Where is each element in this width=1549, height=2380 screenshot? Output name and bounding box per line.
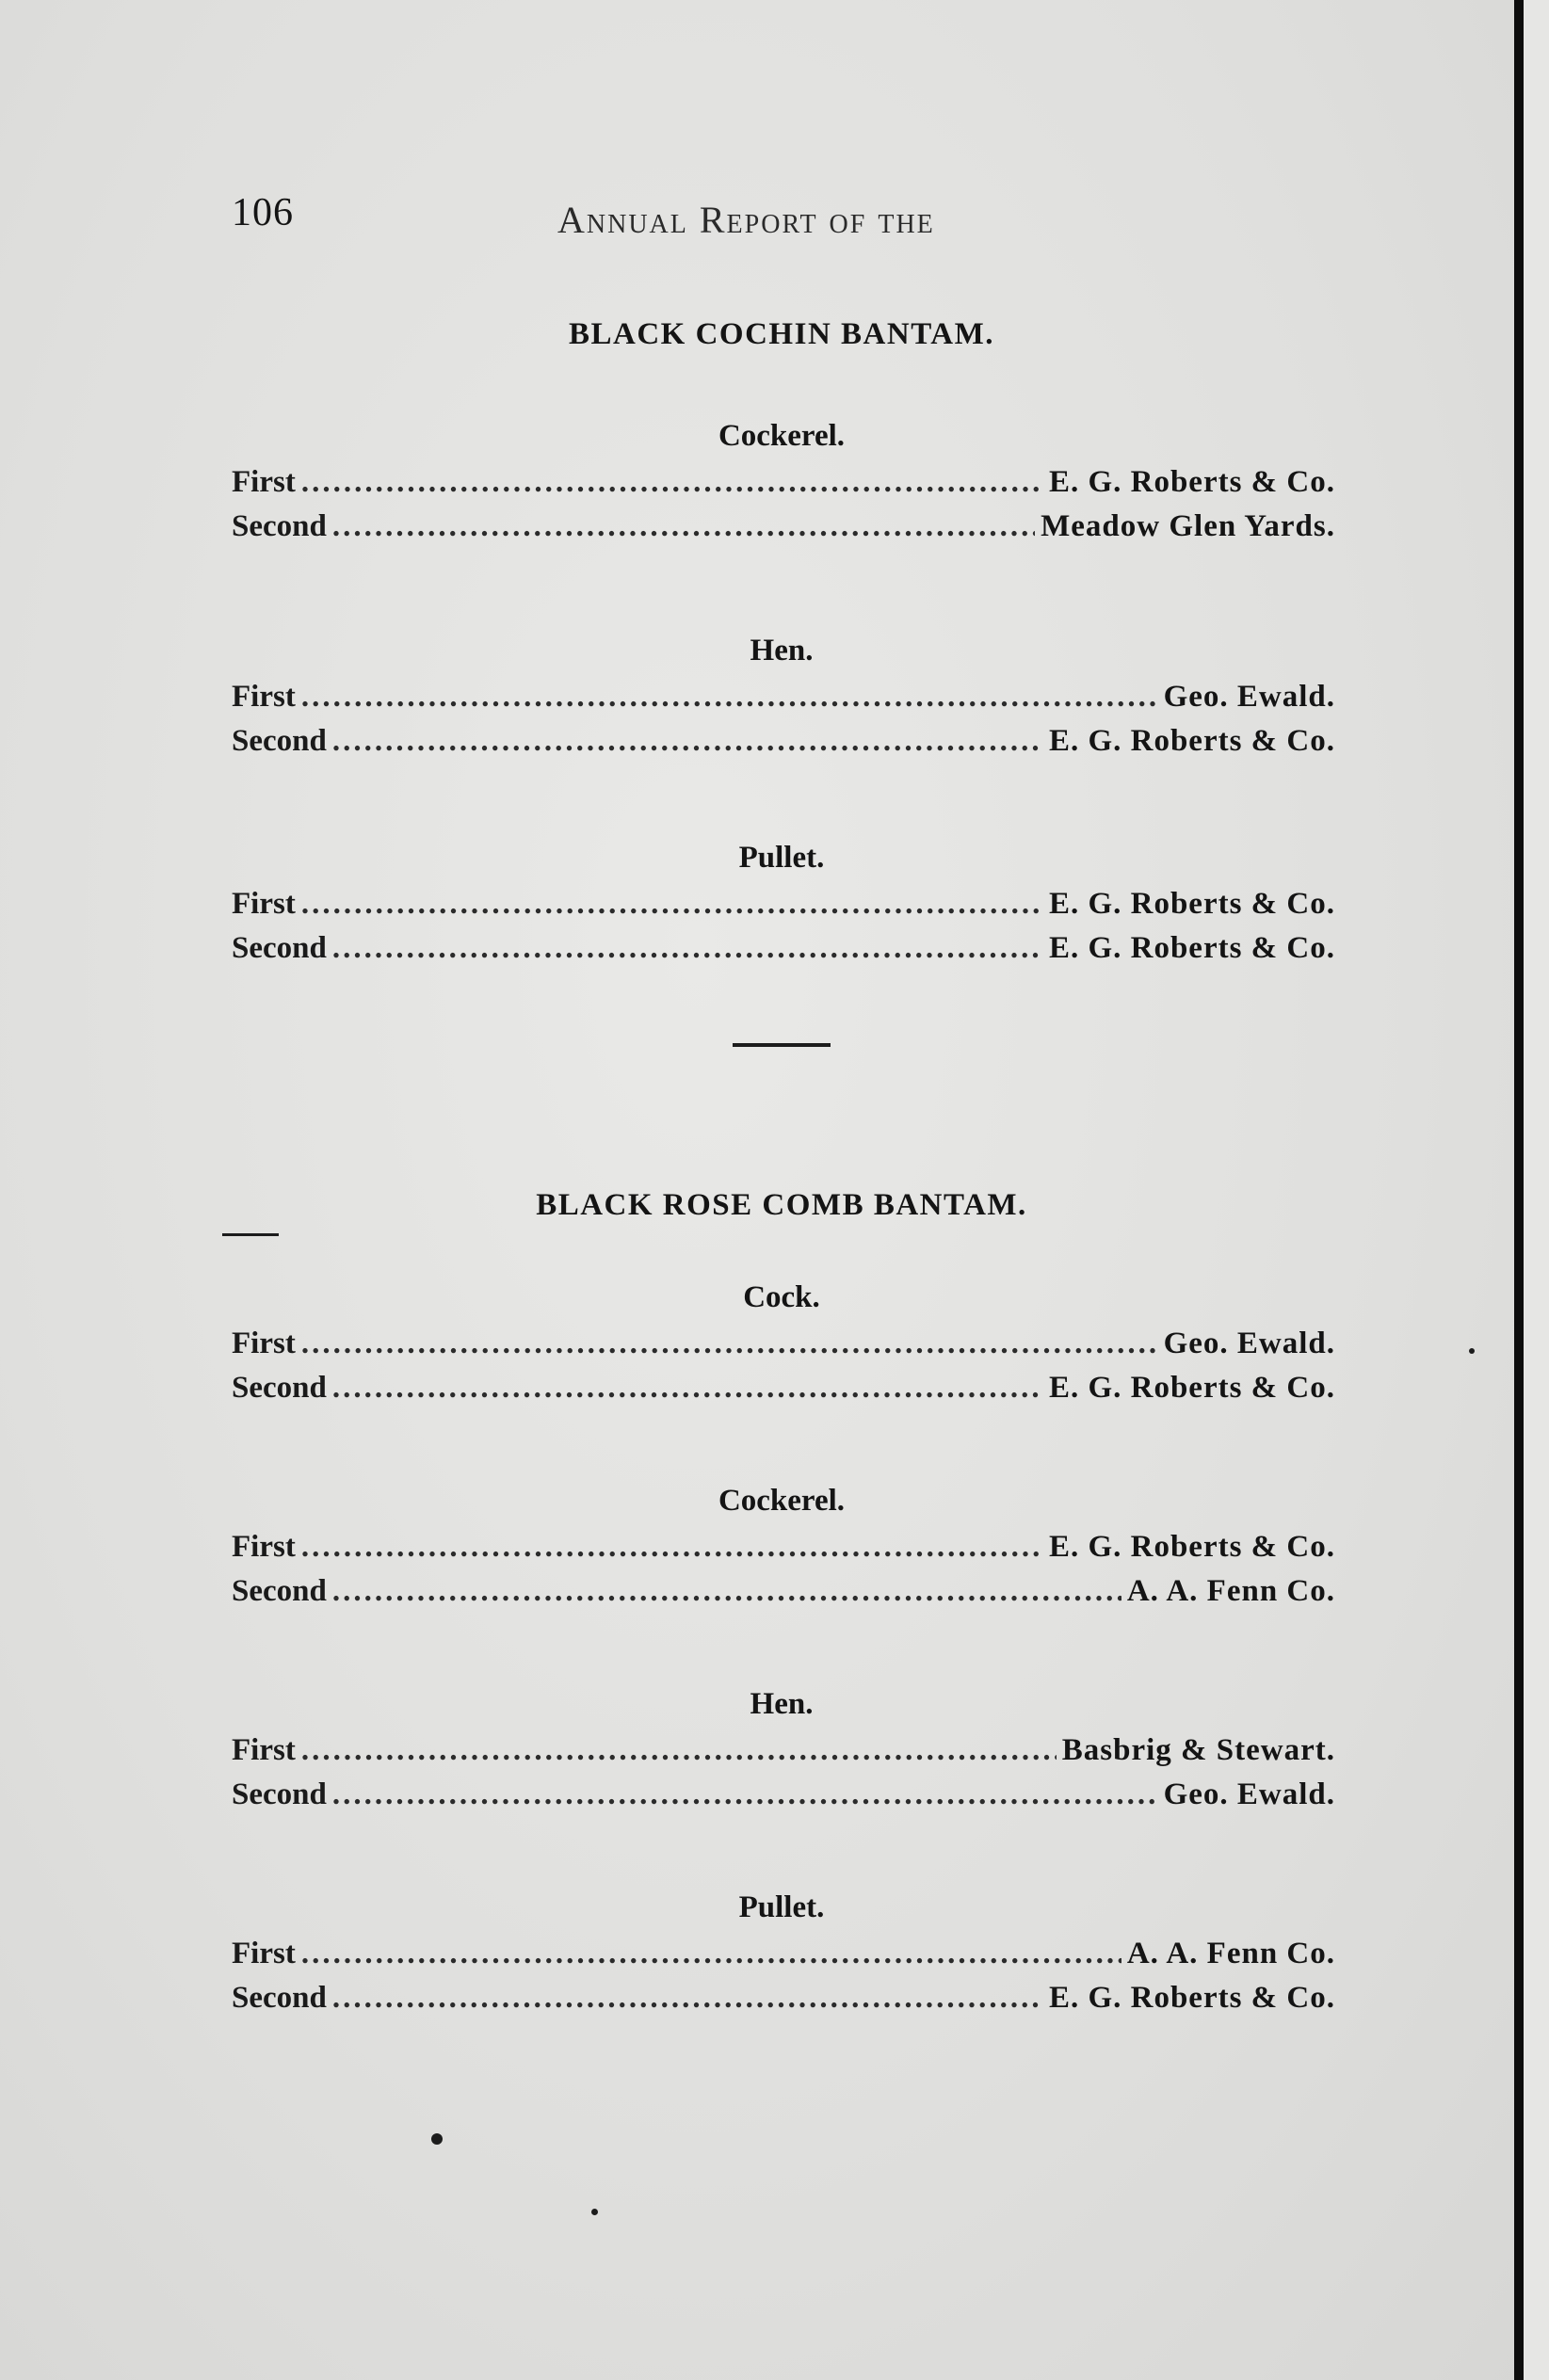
ink-smudge — [222, 1233, 279, 1236]
dot-leader — [332, 926, 1043, 971]
place-label: Second — [232, 1574, 327, 1608]
dot-leader — [332, 1773, 1158, 1817]
dot-leader — [332, 1976, 1043, 2020]
place-label: Second — [232, 1777, 327, 1811]
award-entry — [217, 1932, 1347, 1976]
category-title: Hen. — [750, 1687, 814, 1721]
section-black-cochin-bantam — [217, 306, 1347, 971]
place-label: First — [232, 1733, 296, 1767]
place-label: Second — [232, 1371, 327, 1405]
winner-name: E. G. Roberts & Co. — [1048, 724, 1335, 758]
winner-name: E. G. Roberts & Co. — [1048, 1981, 1335, 2015]
section-title: BLACK COCHIN BANTAM. — [569, 317, 994, 351]
dot-leader — [301, 882, 1043, 926]
category-title: Cock. — [743, 1280, 820, 1314]
dot-leader — [301, 1932, 1121, 1976]
place-label: First — [232, 1937, 296, 1970]
place-label: First — [232, 887, 296, 921]
winner-name: Geo. Ewald. — [1163, 1327, 1335, 1360]
winner-name: E. G. Roberts & Co. — [1048, 1371, 1335, 1405]
place-label: Second — [232, 931, 327, 965]
award-entry — [217, 505, 1347, 549]
place-label: First — [232, 1327, 296, 1360]
category-hen — [217, 1680, 1347, 1817]
category-title: Cockerel. — [718, 1484, 846, 1518]
dot-leader — [332, 719, 1043, 764]
running-head: Annual Report of the — [557, 199, 935, 241]
place-label: Second — [232, 724, 327, 758]
category-pullet — [217, 833, 1347, 971]
category-cock — [217, 1273, 1347, 1410]
award-entry — [217, 1773, 1347, 1817]
winner-name: Geo. Ewald. — [1163, 1777, 1335, 1811]
place-label: First — [232, 1530, 296, 1564]
award-entry — [217, 882, 1347, 926]
page-number: 106 — [232, 191, 294, 234]
award-entry — [217, 460, 1347, 505]
category-title: Cockerel. — [718, 419, 846, 453]
award-entry — [217, 1366, 1347, 1410]
page-binding-edge — [1514, 0, 1549, 2380]
place-label: Second — [232, 509, 327, 543]
award-entry — [217, 1525, 1347, 1569]
winner-name: Meadow Glen Yards. — [1041, 509, 1335, 543]
winner-name: A. A. Fenn Co. — [1126, 1574, 1335, 1608]
dot-leader — [332, 1569, 1121, 1614]
page-header — [0, 190, 1549, 247]
winner-name: E. G. Roberts & Co. — [1048, 931, 1335, 965]
category-cockerel — [217, 1476, 1347, 1614]
dot-leader — [301, 460, 1043, 505]
category-title: Pullet. — [738, 1890, 825, 1924]
winner-name: E. G. Roberts & Co. — [1048, 465, 1335, 499]
award-entry — [217, 675, 1347, 719]
ink-speck — [591, 2209, 598, 2215]
category-title: Hen. — [750, 634, 814, 667]
ink-speck — [1469, 1348, 1475, 1354]
award-entry — [217, 926, 1347, 971]
dot-leader — [332, 1366, 1043, 1410]
winner-name: Basbrig & Stewart. — [1061, 1733, 1335, 1767]
category-pullet — [217, 1883, 1347, 2020]
winner-name: E. G. Roberts & Co. — [1048, 1530, 1335, 1564]
dot-leader — [301, 1729, 1057, 1773]
place-label: First — [232, 680, 296, 714]
section-divider — [733, 1043, 831, 1047]
winner-name: Geo. Ewald. — [1163, 680, 1335, 714]
winner-name: A. A. Fenn Co. — [1126, 1937, 1335, 1970]
dot-leader — [301, 1525, 1043, 1569]
award-entry — [217, 719, 1347, 764]
winner-name: E. G. Roberts & Co. — [1048, 887, 1335, 921]
dot-leader — [301, 675, 1158, 719]
dot-leader — [301, 1322, 1158, 1366]
place-label: Second — [232, 1981, 327, 2015]
place-label: First — [232, 465, 296, 499]
dot-leader — [332, 505, 1035, 549]
category-hen — [217, 626, 1347, 764]
award-entry — [217, 1569, 1347, 1614]
category-title: Pullet. — [738, 841, 825, 875]
ink-speck — [431, 2133, 443, 2145]
award-entry — [217, 1322, 1347, 1366]
award-entry — [217, 1976, 1347, 2020]
category-cockerel — [217, 411, 1347, 549]
award-entry — [217, 1729, 1347, 1773]
section-title: BLACK ROSE COMB BANTAM. — [536, 1188, 1027, 1222]
section-black-rose-comb-bantam — [217, 1177, 1347, 2020]
